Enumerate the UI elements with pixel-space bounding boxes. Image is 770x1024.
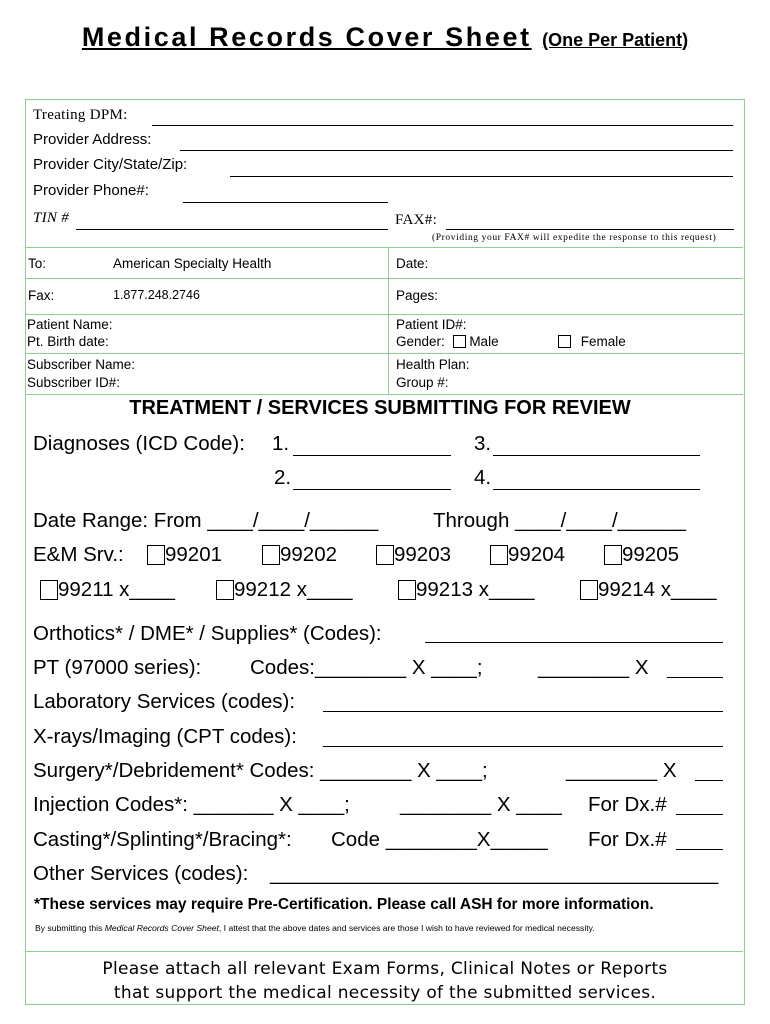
fax-to-value: 1.877.248.2746 [113, 288, 200, 302]
footer-note [25, 957, 745, 1005]
surgery-units-field[interactable] [695, 780, 723, 781]
female-label: Female [580, 334, 626, 349]
gender-label: Gender: [396, 334, 445, 349]
group-label: Group #: [396, 375, 449, 390]
xray-label: X-rays/Imaging (CPT codes): [33, 725, 297, 748]
gender-row [396, 333, 499, 350]
pt-units-field[interactable] [667, 677, 723, 678]
em-checkbox[interactable] [262, 545, 280, 565]
male-label: Male [469, 334, 499, 349]
date-label: Date: [396, 256, 429, 271]
lab-label: Laboratory Services (codes): [33, 690, 296, 713]
birth-date-label: Pt. Birth date: [27, 334, 109, 349]
fax-field[interactable] [446, 229, 734, 230]
date-range-from[interactable]: Date Range: From ____/____/______ [33, 509, 379, 532]
subscriber-name-label: Subscriber Name: [27, 357, 136, 372]
patient-id-label: Patient ID#: [396, 317, 467, 332]
em-option-99214: 99214 x____ [580, 578, 717, 602]
divider [26, 353, 743, 354]
em-option-99201: 99201 [147, 543, 222, 567]
casting-label: Casting*/Splinting*/Bracing*: [33, 828, 292, 851]
other-services-field[interactable]: ________________________________________ [270, 862, 719, 885]
footer-line-2: that support the medical necessity of the submitted services. [113, 983, 657, 1003]
em-label: E&M Srv.: [33, 543, 124, 566]
dx1-label: 1. [272, 432, 290, 455]
treating-dpm-label: Treating DPM: [33, 107, 128, 123]
em-checkbox[interactable] [398, 580, 416, 600]
provider-phone-label: Provider Phone#: [33, 182, 149, 199]
em-option-99202: 99202 [262, 543, 337, 567]
em-option-99204: 99204 [490, 543, 565, 567]
health-plan-label: Health Plan: [396, 357, 470, 372]
tin-field[interactable] [76, 229, 388, 230]
injection-dx-label: For Dx.# [588, 793, 667, 816]
female-option [558, 333, 626, 350]
orthotics-label: Orthotics* / DME* / Supplies* (Codes): [33, 622, 382, 645]
injection-codes-a[interactable]: Injection Codes*: _______ X ____; [33, 793, 350, 816]
treating-dpm-field[interactable] [152, 125, 733, 126]
orthotics-field[interactable] [425, 642, 723, 643]
services-heading: TREATMENT / SERVICES SUBMITTING FOR REVIEW [129, 397, 631, 419]
em-option-99203: 99203 [376, 543, 451, 567]
male-checkbox[interactable] [453, 335, 466, 348]
subscriber-id-label: Subscriber ID#: [27, 375, 121, 390]
provider-city-label: Provider City/State/Zip: [33, 156, 188, 173]
pt-codes-b[interactable]: ________ X [538, 656, 649, 679]
dx2-label: 2. [274, 466, 292, 489]
divider [26, 951, 743, 952]
to-label: To: [28, 256, 47, 271]
dx1-field[interactable] [293, 455, 451, 456]
surgery-codes-b[interactable]: ________ X [566, 759, 677, 782]
provider-phone-field[interactable] [183, 202, 388, 203]
fax-note: (Providing your FAX# will expedite the response to this request) [432, 233, 717, 243]
dx4-field[interactable] [493, 489, 700, 490]
surgery-codes-a[interactable]: Surgery*/Debridement* Codes: ________ X ____; [33, 759, 488, 782]
diagnoses-label: Diagnoses (ICD Code): [33, 432, 245, 455]
provider-address-field[interactable] [180, 150, 733, 151]
divider [26, 394, 743, 395]
xray-field[interactable] [323, 746, 723, 747]
em-option-99205: 99205 [604, 543, 679, 567]
em-checkbox[interactable] [376, 545, 394, 565]
to-value: American Specialty Health [113, 256, 272, 271]
divider [26, 278, 743, 279]
em-option-99211: 99211 x____ [40, 578, 175, 602]
page-title [0, 22, 770, 53]
title-main: Medical Records Cover Sheet [81, 22, 532, 52]
divider [26, 247, 743, 248]
dx4-label: 4. [474, 466, 492, 489]
lab-field[interactable] [323, 711, 723, 712]
injection-codes-b[interactable]: ________ X ____ [400, 793, 562, 816]
female-checkbox[interactable] [558, 335, 571, 348]
patient-name-label: Patient Name: [27, 317, 113, 332]
title-sub: (One Per Patient) [542, 30, 689, 50]
dx3-label: 3. [474, 432, 492, 455]
em-option-99212: 99212 x____ [216, 578, 353, 602]
column-divider [388, 247, 389, 394]
em-checkbox[interactable] [490, 545, 508, 565]
em-checkbox[interactable] [147, 545, 165, 565]
fax-label: FAX#: [395, 212, 438, 228]
attestation-note: By submitting this Medical Records Cover Sheet, I attest that the above dates and services are those I wish to have reviewed for medical necessity. [35, 923, 595, 933]
pt-codes-a[interactable]: Codes:________ X ____; [250, 656, 483, 679]
footer-line-1: Please attach all relevant Exam Forms, Clinical Notes or Reports [102, 959, 668, 979]
injection-dx-field[interactable] [676, 814, 723, 815]
em-option-99213: 99213 x____ [398, 578, 535, 602]
pt-label: PT (97000 series): [33, 656, 202, 679]
provider-address-label: Provider Address: [33, 131, 152, 148]
em-checkbox[interactable] [580, 580, 598, 600]
casting-dx-label: For Dx.# [588, 828, 667, 851]
fax-to-label: Fax: [28, 288, 55, 303]
dx2-field[interactable] [293, 489, 451, 490]
casting-codes[interactable]: Code ________X_____ [331, 828, 548, 851]
dx3-field[interactable] [493, 455, 700, 456]
provider-city-field[interactable] [230, 176, 733, 177]
other-services-label: Other Services (codes): [33, 862, 249, 885]
em-checkbox[interactable] [40, 580, 58, 600]
casting-dx-field[interactable] [676, 849, 723, 850]
em-checkbox[interactable] [216, 580, 234, 600]
pages-label: Pages: [396, 288, 439, 303]
date-range-through[interactable]: Through ____/____/______ [433, 509, 687, 532]
tin-label: TIN # [33, 210, 70, 226]
precert-note: *These services may require Pre-Certification. Please call ASH for more information. [34, 896, 654, 913]
divider [26, 314, 743, 315]
em-checkbox[interactable] [604, 545, 622, 565]
